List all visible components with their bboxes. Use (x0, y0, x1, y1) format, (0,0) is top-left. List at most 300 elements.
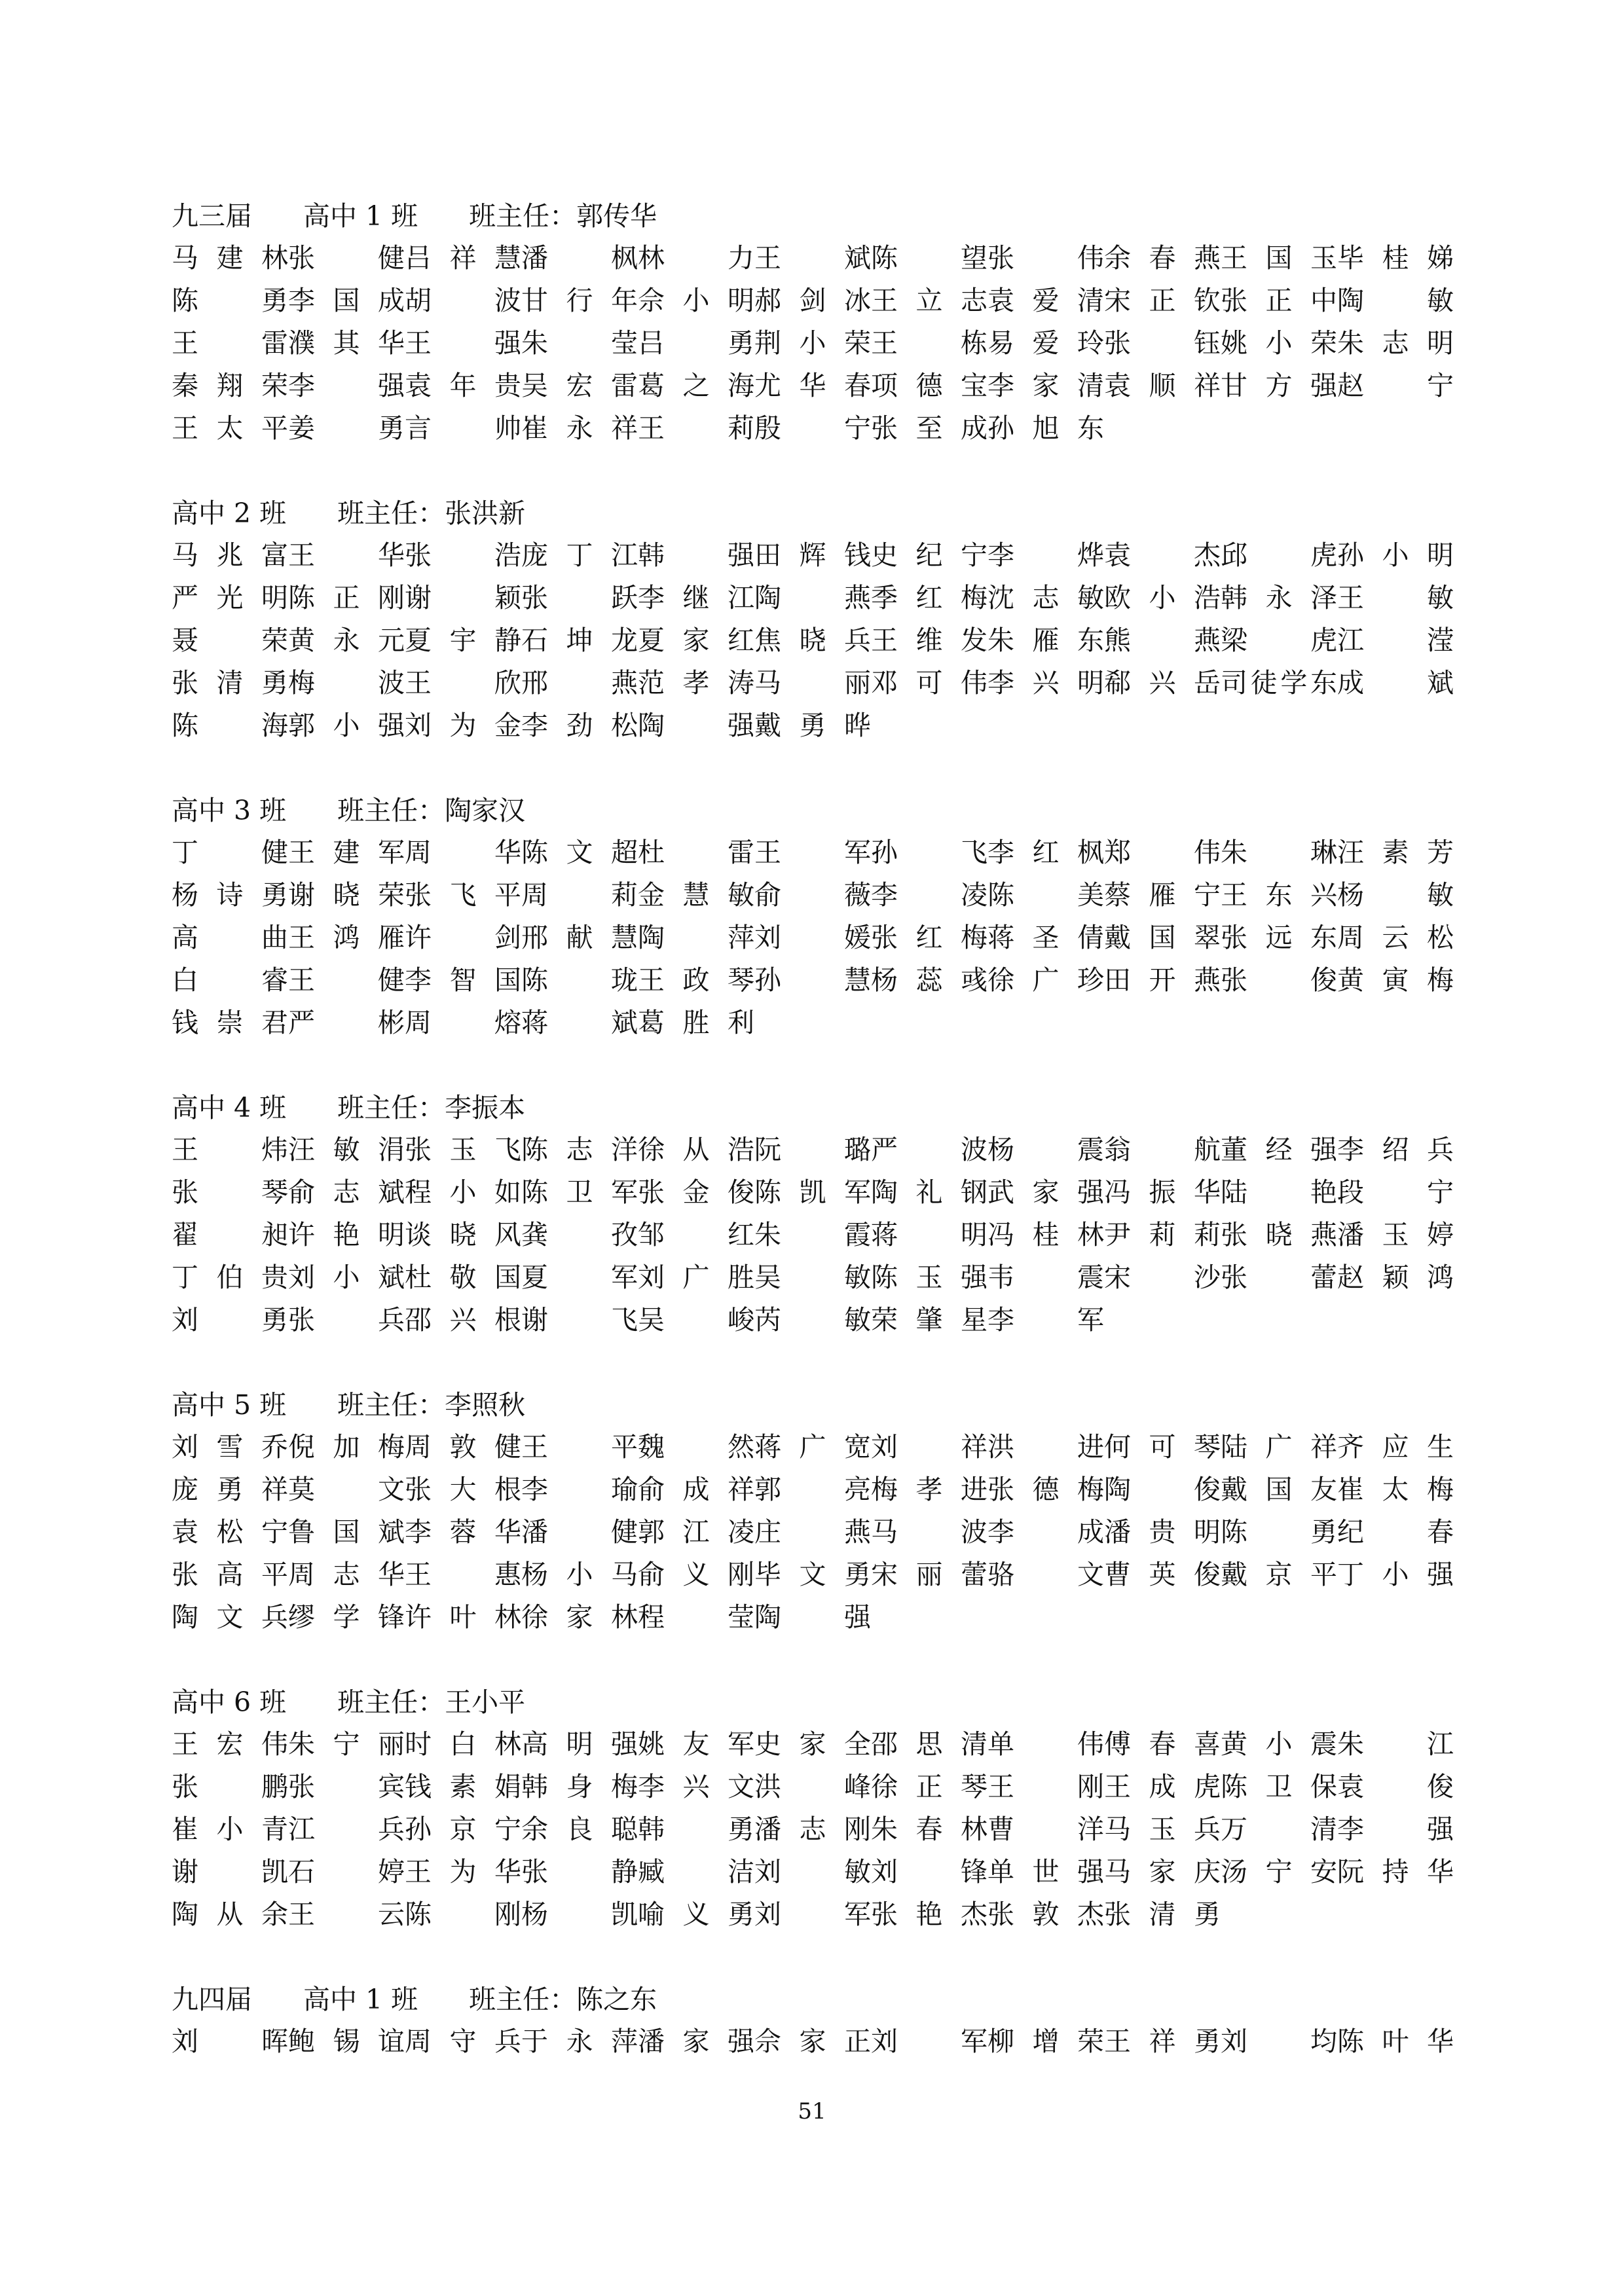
student-name: 李 强 (288, 370, 405, 401)
student-name: 莫 文 (288, 1474, 405, 1505)
student-name: 于永萍 (521, 2026, 638, 2057)
student-row (172, 322, 1481, 365)
student-name: 陶 燕 (754, 582, 871, 613)
class-header-part: 高中 6 班 (172, 1686, 287, 1718)
student-name: 蒋 斌 (521, 1007, 638, 1038)
student-name: 赵颖鸿 (1337, 1262, 1454, 1293)
student-name: 吴 敏 (754, 1262, 871, 1293)
student-name: 林 力 (638, 242, 754, 274)
student-name: 朱 莹 (521, 327, 638, 359)
student-name: 尤华春 (754, 370, 871, 401)
student-name: 段 宁 (1337, 1176, 1454, 1208)
student-name: 徐正琴 (871, 1771, 987, 1802)
student-name: 陈 勇 (1221, 1516, 1337, 1548)
student-row (172, 2020, 1481, 2063)
student-name: 郑 伟 (1104, 837, 1221, 868)
student-name: 潘 健 (521, 1516, 638, 1548)
student-name: 梅孝进 (871, 1474, 987, 1505)
class-roster-document (172, 195, 1481, 2105)
student-name: 杨 凯 (521, 1899, 638, 1930)
class-header (172, 492, 1481, 534)
student-name: 刘 晖 (172, 2026, 288, 2057)
class-header-part: 班主任：陈之东 (469, 1984, 657, 2015)
student-name: 王 雷 (172, 327, 288, 359)
student-name: 严 波 (871, 1134, 987, 1165)
student-name: 石 婷 (288, 1856, 405, 1887)
student-name: 石坤龙 (521, 625, 638, 656)
student-name: 高明强 (521, 1728, 638, 1760)
student-name: 王建军 (288, 837, 405, 868)
class-header-part: 班主任：陶家汉 (337, 795, 526, 826)
student-name: 李 凌 (871, 879, 987, 911)
student-name: 陈卫军 (521, 1176, 638, 1208)
student-name: 黄永元 (288, 625, 405, 656)
student-name: 佘小明 (638, 285, 754, 316)
student-row (172, 1256, 1481, 1299)
student-name: 刘 祥 (871, 1431, 987, 1463)
student-name: 邢献慧 (521, 922, 638, 953)
student-name: 周 华 (405, 837, 521, 868)
student-name: 孙 飞 (871, 837, 987, 868)
student-name: 万 清 (1221, 1813, 1337, 1845)
student-name: 庞丁江 (521, 539, 638, 571)
student-name: 王 炜 (172, 1134, 288, 1165)
student-name: 成 斌 (1337, 667, 1454, 699)
student-name: 邓可伟 (871, 667, 987, 699)
student-name: 严光明 (172, 582, 288, 613)
student-name: 黄寅梅 (1337, 964, 1454, 996)
student-name: 王 军 (754, 837, 871, 868)
student-name: 江 滢 (1337, 625, 1454, 656)
student-name: 张 静 (521, 1856, 638, 1887)
student-name: 庄 燕 (754, 1516, 871, 1548)
student-name: 张飞平 (405, 879, 521, 911)
student-name: 刘 勇 (172, 1304, 288, 1336)
student-name: 袁顺祥 (1104, 370, 1221, 401)
student-name: 李红枫 (987, 837, 1104, 868)
student-name: 余春燕 (1104, 242, 1221, 274)
student-name: 袁松宁 (172, 1516, 288, 1548)
student-name: 汪敏涓 (288, 1134, 405, 1165)
student-name: 夏宇静 (405, 625, 521, 656)
student-name: 缪学锋 (288, 1601, 405, 1633)
student-name: 汤宁安 (1221, 1856, 1337, 1887)
student-name: 尹莉莉 (1104, 1219, 1221, 1250)
student-name: 夏 军 (521, 1262, 638, 1293)
student-name: 张 蕾 (1221, 1262, 1337, 1293)
student-name: 邢 燕 (521, 667, 638, 699)
student-name: 朱 琳 (1221, 837, 1337, 868)
student-name: 魏 然 (638, 1431, 754, 1463)
student-name: 韩身梅 (521, 1771, 638, 1802)
student-name: 白 睿 (172, 964, 288, 996)
student-name: 李 强 (1337, 1813, 1454, 1845)
student-name: 冯桂林 (987, 1219, 1104, 1250)
student-name: 翟 昶 (172, 1219, 288, 1250)
student-name: 李 烨 (987, 539, 1104, 571)
class-section (172, 1681, 1481, 1936)
student-name: 鲁国斌 (288, 1516, 405, 1548)
student-name: 李 军 (987, 1304, 1104, 1336)
student-name: 张金俊 (638, 1176, 754, 1208)
student-name: 项德宝 (871, 370, 987, 401)
student-name: 袁 杰 (1104, 539, 1221, 571)
student-row (172, 1596, 1481, 1639)
student-name: 田辉钱 (754, 539, 871, 571)
student-name: 时白林 (405, 1728, 521, 1760)
student-name: 毕文勇 (754, 1559, 871, 1590)
student-name: 王成虎 (1104, 1771, 1221, 1802)
student-name: 邵兴根 (405, 1304, 521, 1336)
student-name: 阮 璐 (754, 1134, 871, 1165)
student-name: 王 华 (288, 539, 405, 571)
student-name: 齐应生 (1337, 1431, 1454, 1463)
student-name: 郭 亮 (754, 1474, 871, 1505)
student-name: 袁 俊 (1337, 1771, 1454, 1802)
student-name: 马建林 (172, 242, 288, 274)
student-name: 陶礼钢 (871, 1176, 987, 1208)
student-name: 潘贵明 (1104, 1516, 1221, 1548)
student-name: 孙小明 (1337, 539, 1454, 571)
student-name: 邹 红 (638, 1219, 754, 1250)
student-name: 邱 虎 (1221, 539, 1337, 571)
class-header-part: 高中 4 班 (172, 1092, 287, 1123)
student-name: 戴京平 (1221, 1559, 1337, 1590)
student-name: 濮其华 (288, 327, 405, 359)
student-name: 洪 峰 (754, 1771, 871, 1802)
student-name: 王为华 (405, 1856, 521, 1887)
student-name: 杜敬国 (405, 1262, 521, 1293)
class-section (172, 1978, 1481, 2063)
class-section (172, 790, 1481, 1044)
student-name: 郭小强 (288, 710, 405, 741)
student-name: 张 兵 (288, 1304, 405, 1336)
student-name: 姚友军 (638, 1728, 754, 1760)
student-row (172, 662, 1481, 704)
student-name: 柳增荣 (987, 2026, 1104, 2057)
student-row (172, 1554, 1481, 1596)
student-name: 陈卫保 (1221, 1771, 1337, 1802)
student-name: 崔小青 (172, 1813, 288, 1845)
class-header (172, 790, 1481, 831)
student-name: 朱 霞 (754, 1219, 871, 1250)
student-name: 朱志明 (1337, 327, 1454, 359)
student-name: 周 莉 (521, 879, 638, 911)
student-name: 谢晓荣 (288, 879, 405, 911)
student-name: 王太平 (172, 412, 288, 444)
class-header-part: 高中 1 班 (303, 1984, 418, 2015)
student-name: 金慧敏 (638, 879, 754, 911)
student-row (172, 1723, 1481, 1766)
student-name: 余良聪 (521, 1813, 638, 1845)
student-name: 李 成 (987, 1516, 1104, 1548)
student-name: 董经强 (1221, 1134, 1337, 1165)
student-name: 张 宾 (288, 1771, 405, 1802)
student-name: 刘广胜 (638, 1262, 754, 1293)
student-name: 张正中 (1221, 285, 1337, 316)
student-name: 杨蕊彧 (871, 964, 987, 996)
student-name: 张大根 (405, 1474, 521, 1505)
class-header-part: 九四届 (172, 1984, 252, 2015)
student-name: 戴勇晔 (754, 710, 871, 741)
class-header-part: 九三届 (172, 200, 252, 232)
student-name: 杨 震 (987, 1134, 1104, 1165)
student-row (172, 874, 1481, 917)
student-row (172, 1511, 1481, 1554)
student-name: 陈 珑 (521, 964, 638, 996)
student-name: 马 丽 (754, 667, 871, 699)
student-row (172, 1171, 1481, 1214)
student-name: 佘家正 (754, 2026, 871, 2057)
student-name: 俞志斌 (288, 1176, 405, 1208)
student-name: 纪 春 (1337, 1516, 1454, 1548)
student-name: 武家强 (987, 1176, 1104, 1208)
student-name: 龚 孜 (521, 1219, 638, 1250)
student-name: 潘家强 (638, 2026, 754, 2057)
student-name: 单 伟 (987, 1728, 1104, 1760)
student-name: 李兴明 (987, 667, 1104, 699)
student-name: 张清勇 (1104, 1899, 1221, 1930)
student-name: 崔太梅 (1337, 1474, 1454, 1505)
student-name: 甘方强 (1221, 370, 1337, 401)
student-name: 熊 燕 (1104, 625, 1221, 656)
student-name: 芮 敏 (754, 1304, 871, 1336)
class-section (172, 492, 1481, 747)
student-name: 马玉兵 (1104, 1813, 1221, 1845)
student-name: 韩 强 (638, 539, 754, 571)
student-name: 焦晓兵 (754, 625, 871, 656)
class-header (172, 1384, 1481, 1426)
class-section (172, 1384, 1481, 1639)
student-name: 言 帅 (405, 412, 521, 444)
student-name: 王 平 (521, 1431, 638, 1463)
student-name: 周云松 (1337, 922, 1454, 953)
student-name: 陶 萍 (638, 922, 754, 953)
student-name: 俞成祥 (638, 1474, 754, 1505)
student-name: 史家全 (754, 1728, 871, 1760)
student-name: 王鸿雁 (288, 922, 405, 953)
student-name: 张玉飞 (405, 1134, 521, 1165)
student-name: 刘 敏 (754, 1856, 871, 1887)
student-name: 陈凯军 (754, 1176, 871, 1208)
student-name: 丁小强 (1337, 1559, 1454, 1590)
student-name: 葛之海 (638, 370, 754, 401)
student-name: 张德梅 (987, 1474, 1104, 1505)
class-section (172, 1087, 1481, 1341)
class-header-part: 班主任：李照秋 (337, 1389, 526, 1421)
student-name: 马 波 (871, 1516, 987, 1548)
student-name: 李蓉华 (405, 1516, 521, 1548)
student-name: 刘 均 (1221, 2026, 1337, 2057)
class-header-part: 高中 1 班 (303, 200, 418, 232)
student-name: 王 斌 (754, 242, 871, 274)
student-name: 汪素芳 (1337, 837, 1454, 868)
student-name: 姚小荣 (1221, 327, 1337, 359)
class-header-part: 班主任：郭传华 (469, 200, 657, 232)
student-name: 殷 宁 (754, 412, 871, 444)
student-name: 刘 军 (754, 1899, 871, 1930)
student-name: 韦 震 (987, 1262, 1104, 1293)
student-name: 谢 凯 (172, 1856, 288, 1887)
student-name: 鲍锡谊 (288, 2026, 405, 2057)
student-name: 聂 荣 (172, 625, 288, 656)
student-row (172, 1426, 1481, 1468)
student-name: 王 栋 (871, 327, 987, 359)
student-row (172, 619, 1481, 662)
student-name: 刘为金 (405, 710, 521, 741)
student-name: 韩永泽 (1221, 582, 1337, 613)
student-name: 张高平 (172, 1559, 288, 1590)
student-name: 陶 俊 (1104, 1474, 1221, 1505)
student-name: 袁年贵 (405, 370, 521, 401)
student-name: 冯振华 (1104, 1176, 1221, 1208)
student-name: 甘行年 (521, 285, 638, 316)
student-name: 王 敏 (1337, 582, 1454, 613)
student-name: 杨诗勇 (172, 879, 288, 911)
student-name: 严 彬 (288, 1007, 405, 1038)
student-name: 葛胜利 (638, 1007, 754, 1038)
student-name: 黄小震 (1221, 1728, 1337, 1760)
student-name: 姜 勇 (288, 412, 405, 444)
student-name: 徐从浩 (638, 1134, 754, 1165)
student-name: 张晓燕 (1221, 1219, 1337, 1250)
student-name: 秦翔荣 (172, 370, 288, 401)
student-name: 许艳明 (288, 1219, 405, 1250)
student-name: 史纪宁 (871, 539, 987, 571)
student-name: 谢 飞 (521, 1304, 638, 1336)
student-name: 徐广珍 (987, 964, 1104, 996)
student-name: 袁爱清 (987, 285, 1104, 316)
student-row (172, 917, 1481, 959)
student-name: 王宏伟 (172, 1728, 288, 1760)
class-header (172, 1087, 1481, 1129)
student-name: 潘 枫 (521, 242, 638, 274)
student-name: 欧小浩 (1104, 582, 1221, 613)
student-row (172, 280, 1481, 322)
student-name: 刘 媛 (754, 922, 871, 953)
student-name: 陶 强 (638, 710, 754, 741)
student-name: 张 伟 (987, 242, 1104, 274)
student-name: 张 跃 (521, 582, 638, 613)
student-name: 丁 健 (172, 837, 288, 868)
student-name: 张远东 (1221, 922, 1337, 953)
student-name: 朱春林 (871, 1813, 987, 1845)
student-row (172, 577, 1481, 619)
student-row (172, 407, 1481, 450)
student-row (172, 365, 1481, 407)
student-name: 梁 虎 (1221, 625, 1337, 656)
student-name: 郝剑冰 (754, 285, 871, 316)
student-name: 王政琴 (638, 964, 754, 996)
student-name: 邵思清 (871, 1728, 987, 1760)
student-name: 程小如 (405, 1176, 521, 1208)
student-name: 蒋广宽 (754, 1431, 871, 1463)
student-name: 周志华 (288, 1559, 405, 1590)
student-name: 陈 勇 (172, 285, 288, 316)
student-name: 阮持华 (1337, 1856, 1454, 1887)
student-name: 王 强 (405, 327, 521, 359)
student-name: 陈正刚 (288, 582, 405, 613)
student-name: 吴宏雷 (521, 370, 638, 401)
student-name: 江 兵 (288, 1813, 405, 1845)
student-row (172, 534, 1481, 577)
student-name: 孙京宁 (405, 1813, 521, 1845)
student-name: 陶从余 (172, 1899, 288, 1930)
student-name: 蔡雁宁 (1104, 879, 1221, 911)
student-name: 宋丽蕾 (871, 1559, 987, 1590)
student-name: 沈志敏 (987, 582, 1104, 613)
student-name: 朱宁丽 (288, 1728, 405, 1760)
student-name: 梅 波 (288, 667, 405, 699)
student-name: 王 莉 (638, 412, 754, 444)
student-name: 谢 颖 (405, 582, 521, 613)
student-name: 潘玉婷 (1337, 1219, 1454, 1250)
student-name: 潘志刚 (754, 1813, 871, 1845)
student-name: 蒋圣倩 (987, 922, 1104, 953)
student-name: 周敦健 (405, 1431, 521, 1463)
class-section (172, 195, 1481, 450)
class-header (172, 195, 1481, 237)
student-name: 陈 美 (987, 879, 1104, 911)
student-name: 曹 洋 (987, 1813, 1104, 1845)
student-name: 李绍兵 (1337, 1134, 1454, 1165)
student-name: 王 惠 (405, 1559, 521, 1590)
student-name: 许叶林 (405, 1601, 521, 1633)
student-name: 陈 望 (871, 242, 987, 274)
student-name: 郭江凌 (638, 1516, 754, 1548)
student-name: 李国成 (288, 285, 405, 316)
student-row (172, 1129, 1481, 1171)
student-name: 陈 海 (172, 710, 288, 741)
student-name: 崔永祥 (521, 412, 638, 444)
student-name: 宋正钦 (1104, 285, 1221, 316)
student-name: 谈晓风 (405, 1219, 521, 1250)
student-row (172, 1766, 1481, 1808)
student-name: 马兆富 (172, 539, 288, 571)
student-name: 庞勇祥 (172, 1474, 288, 1505)
student-name: 张至成 (871, 412, 987, 444)
student-name: 范孝涛 (638, 667, 754, 699)
student-name: 张红梅 (871, 922, 987, 953)
student-name: 周 熔 (405, 1007, 521, 1038)
student-name: 吕 勇 (638, 327, 754, 359)
student-name: 朱雁东 (987, 625, 1104, 656)
student-name: 孙 慧 (754, 964, 871, 996)
student-name: 刘 军 (871, 2026, 987, 2057)
student-name: 王东兴 (1221, 879, 1337, 911)
student-name: 陶 强 (754, 1601, 871, 1633)
student-name: 张艳杰 (871, 1899, 987, 1930)
student-row (172, 1468, 1481, 1511)
student-name: 曹英俊 (1104, 1559, 1221, 1590)
student-name: 孙旭东 (987, 412, 1104, 444)
student-name: 臧 洁 (638, 1856, 754, 1887)
student-row (172, 1299, 1481, 1341)
student-name: 陆 艳 (1221, 1176, 1337, 1208)
student-name: 李劲松 (521, 710, 638, 741)
student-name: 李兴文 (638, 1771, 754, 1802)
student-name: 戴国友 (1221, 1474, 1337, 1505)
student-row (172, 1893, 1481, 1936)
student-name: 翁 航 (1104, 1134, 1221, 1165)
student-name: 杨小马 (521, 1559, 638, 1590)
student-name: 易爱玲 (987, 327, 1104, 359)
student-name: 吕祥慧 (405, 242, 521, 274)
class-header-part: 高中 2 班 (172, 498, 287, 529)
student-name: 丁伯贵 (172, 1262, 288, 1293)
student-row (172, 1851, 1481, 1893)
student-name: 倪加梅 (288, 1431, 405, 1463)
